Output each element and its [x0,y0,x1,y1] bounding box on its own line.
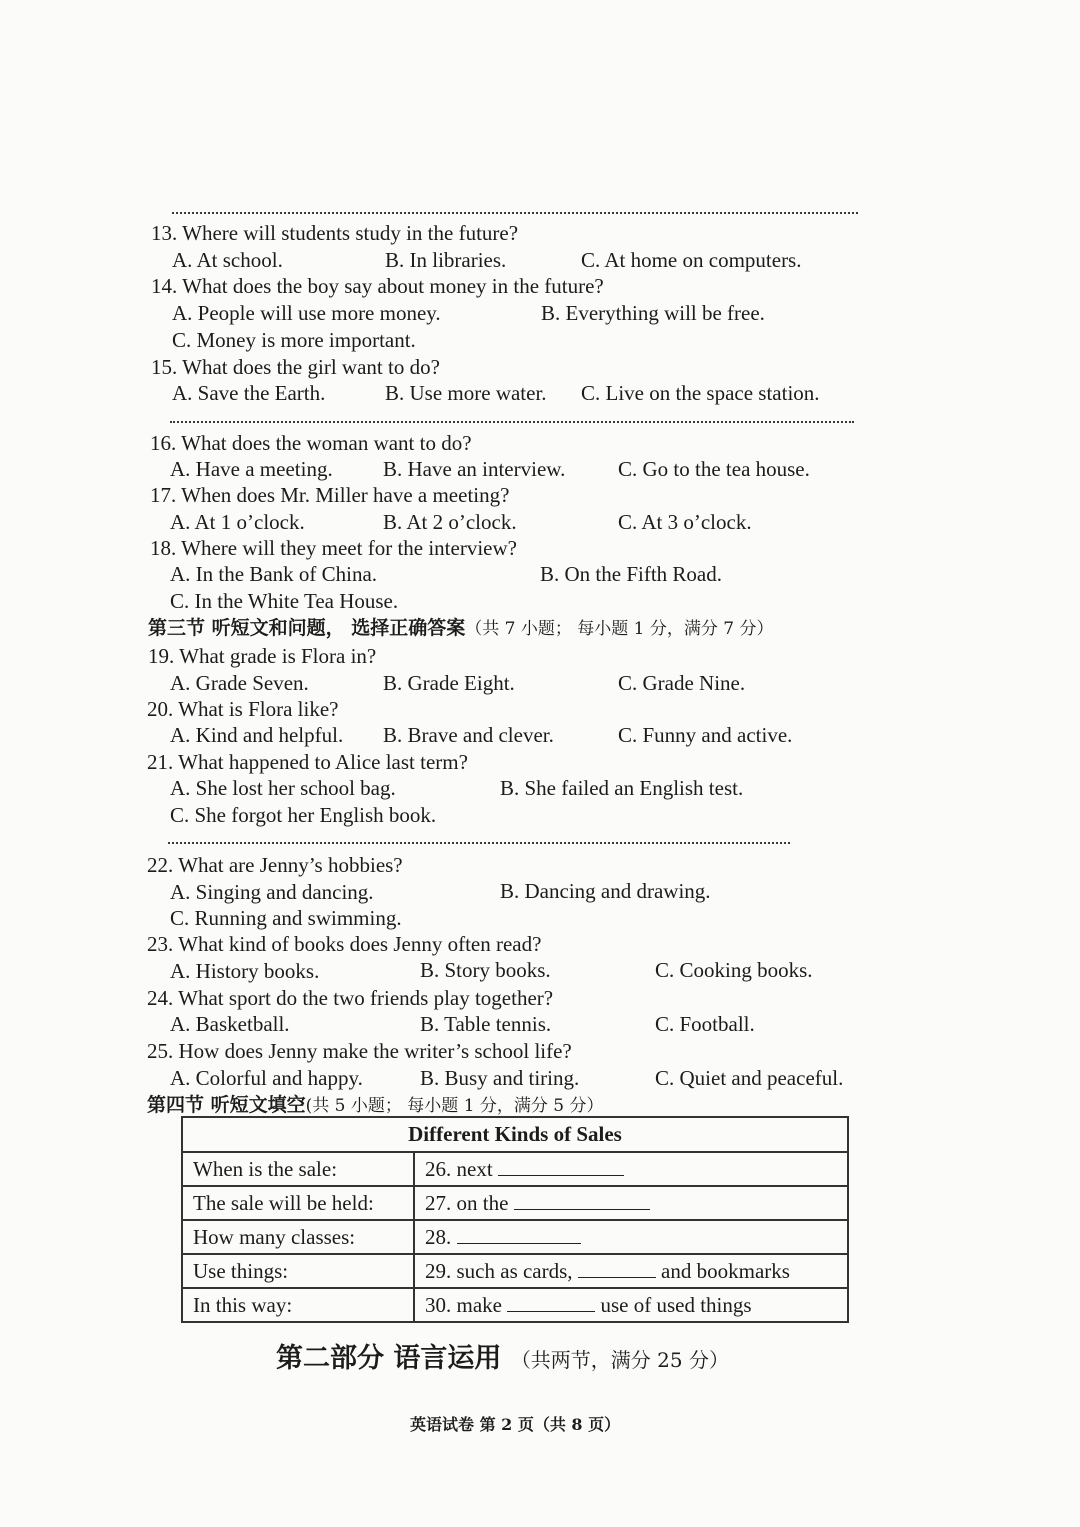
q24-option-b: B. Table tennis. [420,1012,552,1036]
row-label: How many classes: [182,1220,414,1254]
question-24: 24. What sport do the two friends play together? [147,986,554,1010]
q18-option-a: A. In the Bank of China. [170,562,378,586]
part-2-heading [276,1336,729,1375]
q13-option-a: A. At school. [172,248,283,272]
q22-option-c: C. Running and swimming. [170,906,402,930]
q17-option-a: A. At 1 o’clock. [170,510,305,534]
section-3-note: （共 7 小题； 每小题 1 分，满分 7 分） [465,619,774,639]
q17-option-c: C. At 3 o’clock. [618,510,752,534]
question-25: 25. How does Jenny make the writer’s school life? [147,1039,572,1063]
section-4-note: (共 5 小题； 每小题 1 分，满分 5 分） [305,1096,604,1116]
section-3-title: 第三节 听短文和问题， 选择正确答案 [148,617,466,639]
row-label: When is the sale: [182,1152,414,1186]
q25-option-c: C. Quiet and peaceful. [655,1066,844,1090]
q13-option-b: B. In libraries. [385,248,507,272]
question-16: 16. What does the woman want to do? [150,431,472,455]
q23-option-c: C. Cooking books. [655,958,813,982]
section-4-title: 第四节 听短文填空 [147,1094,306,1116]
row-answer [414,1186,848,1220]
answer-blank-26[interactable] [498,1157,624,1176]
q24-option-a: A. Basketball. [170,1012,290,1036]
row-answer [414,1152,848,1186]
table-row [182,1220,848,1254]
q20-option-b: B. Brave and clever. [383,723,554,747]
q14-option-a: A. People will use more money. [172,301,441,325]
row-prefix: 28. [425,1224,452,1249]
dotted-separator [170,421,854,423]
row-suffix: use of used things [600,1292,752,1317]
q21-option-a: A. She lost her school bag. [170,776,396,800]
q15-option-a: A. Save the Earth. [172,381,326,405]
table-row [182,1186,848,1220]
dotted-separator [172,212,858,214]
q21-option-b: B. She failed an English test. [500,776,744,800]
q22-option-a: A. Singing and dancing. [170,880,374,904]
table-row [182,1288,848,1322]
row-answer [414,1254,848,1288]
question-20: 20. What is Flora like? [147,697,339,721]
row-prefix: 27. on the [425,1190,509,1215]
sales-table [181,1116,849,1323]
row-label: The sale will be held: [182,1186,414,1220]
section-3-heading [148,615,774,642]
table-row [182,1152,848,1186]
q14-option-c: C. Money is more important. [172,328,416,352]
q20-option-c: C. Funny and active. [618,723,793,747]
question-18: 18. Where will they meet for the interview? [150,536,517,560]
table-row [182,1254,848,1288]
row-prefix: 30. make [425,1292,502,1317]
question-15: 15. What does the girl want to do? [151,355,440,379]
q18-option-c: C. In the White Tea House. [170,589,399,613]
q20-option-a: A. Kind and helpful. [170,723,344,747]
question-23: 23. What kind of books does Jenny often read? [147,932,542,956]
question-21: 21. What happened to Alice last term? [147,750,468,774]
q25-option-b: B. Busy and tiring. [420,1066,580,1090]
row-prefix: 26. next [425,1156,493,1181]
q14-option-b: B. Everything will be free. [541,301,765,325]
q22-option-b: B. Dancing and drawing. [500,879,711,903]
q19-option-c: C. Grade Nine. [618,671,746,695]
q24-option-c: C. Football. [655,1012,755,1036]
row-label: Use things: [182,1254,414,1288]
q17-option-b: B. At 2 o’clock. [383,510,517,534]
q23-option-a: A. History books. [170,959,320,983]
answer-blank-30[interactable] [507,1293,595,1312]
answer-blank-27[interactable] [514,1191,650,1210]
question-17: 17. When does Mr. Miller have a meeting? [150,483,510,507]
q18-option-b: B. On the Fifth Road. [540,562,722,586]
row-answer [414,1220,848,1254]
table-title: Different Kinds of Sales [182,1117,848,1152]
question-14: 14. What does the boy say about money in the future? [151,274,604,298]
q19-option-a: A. Grade Seven. [170,671,309,695]
row-answer [414,1288,848,1322]
page-footer: 英语试卷 第 2 页（共 8 页） [410,1415,621,1434]
q21-option-c: C. She forgot her English book. [170,803,437,827]
section-4-heading [147,1092,604,1119]
row-prefix: 29. such as cards, [425,1258,573,1283]
q15-option-b: B. Use more water. [385,381,547,405]
q19-option-b: B. Grade Eight. [383,671,515,695]
question-19: 19. What grade is Flora in? [148,644,377,668]
part-2-title: 第二部分 语言运用 [276,1343,502,1374]
row-suffix: and bookmarks [661,1258,790,1283]
q16-option-c: C. Go to the tea house. [618,457,810,481]
q13-option-c: C. At home on computers. [581,248,802,272]
q16-option-b: B. Have an interview. [383,457,566,481]
q15-option-c: C. Live on the space station. [581,381,820,405]
question-22: 22. What are Jenny’s hobbies? [147,853,403,877]
q16-option-a: A. Have a meeting. [170,457,333,481]
q23-option-b: B. Story books. [420,958,551,982]
row-label: In this way: [182,1288,414,1322]
dotted-separator [168,842,790,844]
answer-blank-28[interactable] [457,1225,581,1244]
question-13: 13. Where will students study in the future? [151,221,519,245]
q25-option-a: A. Colorful and happy. [170,1066,363,1090]
answer-blank-29[interactable] [578,1259,656,1278]
part-2-note: （共两节，满分 25 分） [510,1348,729,1372]
